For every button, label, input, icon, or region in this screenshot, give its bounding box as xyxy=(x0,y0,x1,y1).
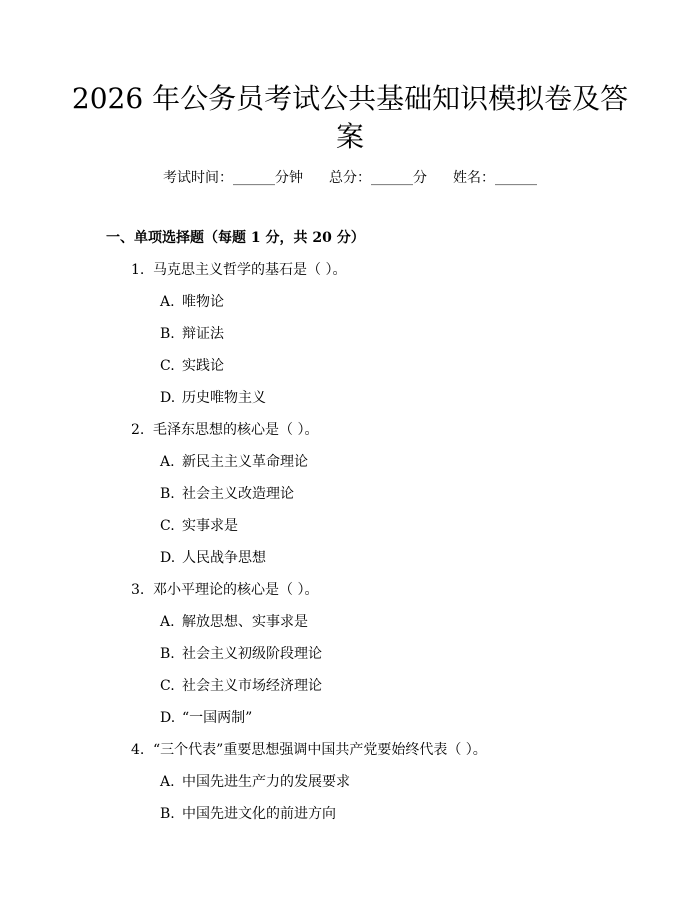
option-label: A. xyxy=(160,614,175,630)
option-1d xyxy=(160,388,266,408)
option-2d xyxy=(160,548,266,568)
option-text: 社会主义改造理论 xyxy=(182,486,294,502)
option-text: 社会主义初级阶段理论 xyxy=(182,646,322,662)
option-label: A. xyxy=(160,774,175,790)
option-label: C. xyxy=(160,518,175,534)
question-text: “三个代表”重要思想强调中国共产党要始终代表（ ）。 xyxy=(153,742,487,758)
option-label: C. xyxy=(160,678,175,694)
option-text: 历史唯物主义 xyxy=(182,390,266,406)
option-text: 人民战争思想 xyxy=(182,550,266,566)
section-title: 一、单项选择题（每题 1 分，共 20 分） xyxy=(106,230,365,246)
question-number: 1. xyxy=(131,262,145,278)
question-text: 马克思主义哲学的基石是（ ）。 xyxy=(153,262,347,278)
option-text: “一国两制” xyxy=(182,710,253,726)
exam-time-label: 考试时间：______分钟 xyxy=(163,170,303,186)
option-label: B. xyxy=(160,806,175,822)
option-1b xyxy=(160,324,224,344)
option-2c xyxy=(160,516,238,536)
question-4 xyxy=(131,740,487,760)
question-text: 毛泽东思想的核心是（ ）。 xyxy=(153,422,319,438)
option-label: B. xyxy=(160,326,175,342)
option-label: A. xyxy=(160,454,175,470)
question-number: 4. xyxy=(131,742,145,758)
option-text: 唯物论 xyxy=(182,294,224,310)
total-score-label: 总分：______分 xyxy=(329,170,427,186)
option-text: 中国先进生产力的发展要求 xyxy=(182,774,350,790)
option-text: 辩证法 xyxy=(182,326,224,342)
option-label: D. xyxy=(160,710,176,726)
option-label: A. xyxy=(160,294,175,310)
document-title xyxy=(70,80,630,156)
option-4b xyxy=(160,804,336,824)
option-text: 实事求是 xyxy=(182,518,238,534)
option-1c xyxy=(160,356,224,376)
option-3a xyxy=(160,612,308,632)
option-text: 中国先进文化的前进方向 xyxy=(182,806,336,822)
option-text: 新民主主义革命理论 xyxy=(182,454,308,470)
question-number: 2. xyxy=(131,422,145,438)
exam-meta-line xyxy=(0,168,700,188)
option-text: 解放思想、实事求是 xyxy=(182,614,308,630)
question-number: 3. xyxy=(131,582,145,598)
question-1 xyxy=(131,260,346,280)
option-3c xyxy=(160,676,322,696)
option-label: B. xyxy=(160,486,175,502)
option-label: B. xyxy=(160,646,175,662)
option-text: 社会主义市场经济理论 xyxy=(182,678,322,694)
question-2 xyxy=(131,420,318,440)
option-text: 实践论 xyxy=(182,358,224,374)
option-1a xyxy=(160,292,224,312)
title-line-2: 案 xyxy=(335,120,364,153)
option-label: D. xyxy=(160,550,176,566)
option-2a xyxy=(160,452,308,472)
question-text: 邓小平理论的核心是（ ）。 xyxy=(153,582,319,598)
option-label: D. xyxy=(160,390,176,406)
option-4a xyxy=(160,772,350,792)
option-3b xyxy=(160,644,322,664)
option-label: C. xyxy=(160,358,175,374)
title-line-1: 2026 年公务员考试公共基础知识模拟卷及答 xyxy=(71,82,629,115)
name-label: 姓名：______ xyxy=(453,170,537,186)
option-2b xyxy=(160,484,294,504)
option-3d xyxy=(160,708,252,728)
question-3 xyxy=(131,580,318,600)
